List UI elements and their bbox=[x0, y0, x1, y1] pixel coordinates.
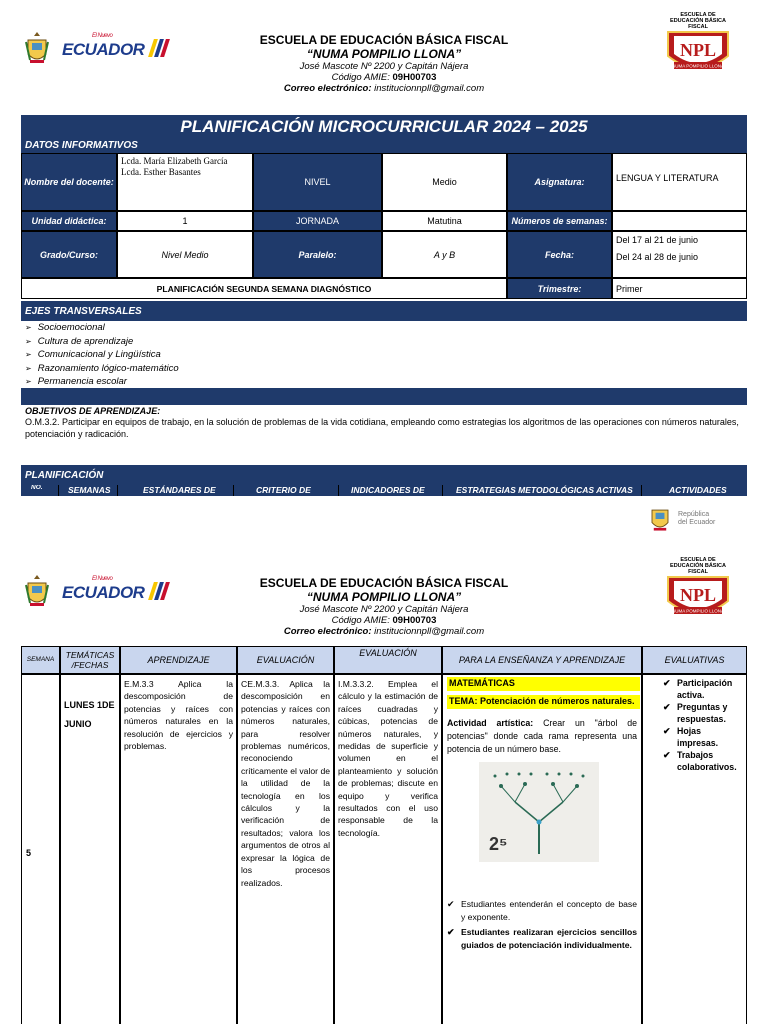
objetivos-text: O.M.3.2. Participar en equipos de trabajo, en la solución de problemas de la vida cotidiana, empleando como estrategias los algoritmos de las operaciones con números naturales, potenciación y radicación. bbox=[25, 417, 739, 439]
col-indicadores: INDICADORES DE bbox=[351, 485, 425, 495]
h-evaluativas: EVALUATIVAS bbox=[642, 646, 747, 674]
indicador-text: I.M.3.3.2. Emplea el cálculo y la estimación de raíces cuadradas y cúbicas, potencias de números naturales, y medidas de superficie y volumen en el planteamiento y solución de problemas; discute en equipo y verifica resultados con el uso responsable de la tecnología. bbox=[338, 679, 438, 838]
estandar-cell bbox=[120, 674, 237, 1024]
school-info bbox=[214, 33, 554, 94]
h-ensenanza: PARA LA ENSEÑANZA Y APRENDIZAJE bbox=[442, 646, 642, 674]
plan-segunda-semana: PLANIFICACIÓN SEGUNDA SEMANA DIAGNÓSTICO bbox=[21, 278, 507, 299]
school-email: Correo electrónico: institucionnpll@gmail.com bbox=[283, 83, 485, 94]
actividad-item: ✔ Participación activa. bbox=[663, 677, 742, 701]
svg-text:NPL: NPL bbox=[680, 585, 716, 605]
strategies-list bbox=[447, 898, 637, 952]
tema-label: TEMA: Potenciación de números naturales. bbox=[447, 695, 640, 709]
criterio-cell bbox=[237, 674, 334, 1024]
ejes-heading: EJES TRANSVERSALES bbox=[21, 301, 747, 321]
flag-stripes-icon bbox=[149, 582, 167, 605]
fecha-value: LUNES 1DE JUNIO bbox=[64, 700, 115, 729]
docente-label: Nombre del docente: bbox=[21, 153, 117, 211]
svg-text:2⁵: 2⁵ bbox=[489, 834, 508, 854]
header-2 bbox=[0, 545, 768, 645]
school-crest: ESCUELA DE EDUCACIÓN BÁSICA FISCAL NPL NUMA POMPILIO LLONA bbox=[664, 12, 732, 83]
fecha-range-2: Del 24 al 28 de junio bbox=[616, 252, 699, 262]
flag-stripes-icon bbox=[149, 39, 167, 62]
republica-coat-of-arms-icon bbox=[646, 503, 674, 535]
jornada-value: Matutina bbox=[382, 211, 507, 231]
fecha-cell bbox=[60, 674, 120, 1024]
ecuador-logo: El Nuevo ECUADOR bbox=[62, 33, 167, 62]
nivel-value: Medio bbox=[382, 153, 507, 211]
objetivos-title: OBJETIVOS DE APRENDIZAJE: bbox=[25, 406, 161, 416]
col-no: NO. bbox=[31, 485, 43, 491]
h-aprendizaje: APRENDIZAJE bbox=[120, 646, 237, 674]
grado-value: Nivel Medio bbox=[117, 231, 253, 278]
objetivos-block bbox=[25, 406, 741, 440]
plan-column-dividers bbox=[21, 485, 747, 496]
asignatura-value: LENGUA Y LITERATURA bbox=[612, 153, 747, 211]
h-tematicas: TEMÁTICAS /FECHAS bbox=[60, 646, 120, 674]
actividades-cell bbox=[642, 674, 747, 1024]
divider-bar bbox=[21, 388, 747, 405]
estrategias-cell bbox=[442, 674, 642, 1024]
unidad-label: Unidad didáctica: bbox=[21, 211, 117, 231]
school-type: ESCUELA DE EDUCACIÓN BÁSICA FISCAL bbox=[259, 33, 509, 47]
asignatura-label: Asignatura: bbox=[507, 153, 612, 211]
col-actividades: ACTIVIDADES bbox=[669, 485, 727, 495]
grado-label: Grado/Curso: bbox=[21, 231, 117, 278]
criterio-text: CE.M.3.3. Aplica la descomposición en potencias y raíces con números naturales, para resolver problemas numéricos, reconociendo críticamente el valor de la utilidad de la tecnología en los cálculos y la verificación de resultados; valora los argumentos de otros al expresar la lógica de los procesos realizados. bbox=[241, 679, 330, 888]
ecuador-coat-of-arms-icon bbox=[24, 573, 50, 609]
activities-table bbox=[21, 646, 751, 1024]
potencias-tree-image bbox=[479, 762, 599, 862]
svg-text:NUMA POMPILIO LLONA: NUMA POMPILIO LLONA bbox=[671, 63, 725, 69]
eje-item: ➢ Razonamiento lógico-matemático bbox=[25, 362, 725, 376]
docente-value: Lcda. María Elizabeth García Lcda. Esther Basantes bbox=[117, 153, 253, 211]
actividades-list bbox=[663, 677, 742, 773]
eje-item: ➢ Cultura de aprendizaje bbox=[25, 335, 725, 349]
actividad-text: Actividad artística: Crear un "árbol de potencias" donde cada rama representa una potencia de un número base. bbox=[447, 718, 637, 754]
semana-value: 5 bbox=[26, 848, 32, 858]
h-evaluacion: EVALUACIÓN bbox=[237, 646, 334, 674]
fecha-value bbox=[612, 231, 747, 278]
eje-item: ➢ Permanencia escolar bbox=[25, 375, 725, 389]
header-1 bbox=[0, 0, 768, 110]
semanas-label: Números de semanas: bbox=[507, 211, 612, 231]
semana-cell bbox=[21, 674, 60, 1024]
paralelo-label: Paralelo: bbox=[253, 231, 382, 278]
fecha-range-1: Del 17 al 21 de junio bbox=[616, 235, 699, 245]
school-crest: ESCUELA DE EDUCACIÓN BÁSICA FISCAL NPL NUMA POMPILIO LLONA bbox=[664, 557, 732, 628]
fecha-label: Fecha: bbox=[507, 231, 612, 278]
jornada-label: JORNADA bbox=[253, 211, 382, 231]
trimestre-value: Primer bbox=[612, 278, 747, 299]
col-estandares: ESTÁNDARES DE bbox=[143, 485, 216, 495]
planning-table bbox=[21, 115, 747, 498]
school-name: “NUMA POMPILIO LLONA” bbox=[306, 47, 462, 61]
strategy-item: ✔ Estudiantes entenderán el concepto de base y exponente. bbox=[447, 898, 637, 924]
actividad-item: ✔ Preguntas y respuestas. bbox=[663, 701, 742, 725]
col-criterio: CRITERIO DE bbox=[256, 485, 311, 495]
svg-text:NPL: NPL bbox=[680, 40, 716, 60]
eje-item: ➢ Socioemocional bbox=[25, 321, 725, 335]
estandar-text: E.M.3.3 Aplica la descomposición de potencias y raíces con números naturales en la resolución de ejercicios y problemas. bbox=[124, 679, 233, 752]
materia-label: MATEMÁTICAS bbox=[447, 677, 640, 691]
school-info: ESCUELA DE EDUCACIÓN BÁSICA FISCAL “NUMA POMPILIO LLONA” José Mascote Nº 2200 y Capitán Nájera Código AMIE: 09H00703 Correo electrónico: institucionnpll@gmail.com bbox=[259, 576, 509, 637]
semanas-value bbox=[612, 211, 747, 231]
h-evaluacion-2: EVALUACIÓN bbox=[334, 646, 442, 674]
trimestre-label: Trimestre: bbox=[507, 278, 612, 299]
eje-item: ➢ Comunicacional y Lingüística bbox=[25, 348, 725, 362]
actividad-item: ✔ Hojas impresas. bbox=[663, 725, 742, 749]
actividad-item: ✔ Trabajos colaborativos. bbox=[663, 749, 742, 773]
paralelo-value: A y B bbox=[382, 231, 507, 278]
republica-logo bbox=[646, 503, 736, 535]
svg-text:NUMA POMPILIO LLONA: NUMA POMPILIO LLONA bbox=[671, 608, 725, 614]
ecuador-coat-of-arms-icon bbox=[24, 30, 50, 66]
plan-title: PLANIFICACIÓN MICROCURRICULAR 2024 – 2025 bbox=[21, 115, 747, 138]
school-shield-icon bbox=[664, 575, 732, 623]
school-amie: Código AMIE: 09H00703 bbox=[331, 72, 437, 83]
h-semana: SEMANA bbox=[21, 646, 60, 674]
nivel-label: NIVEL bbox=[253, 153, 382, 211]
col-estrategias: ESTRATEGIAS METODOLÓGICAS ACTIVAS bbox=[456, 485, 633, 495]
school-address: José Mascote Nº 2200 y Capitán Nájera bbox=[299, 61, 469, 72]
unidad-value: 1 bbox=[117, 211, 253, 231]
ecuador-logo: El Nuevo ECUADOR bbox=[62, 576, 167, 605]
republica-text: República del Ecuador bbox=[678, 511, 716, 526]
strategy-item: ✔ Estudiantes realizaran ejercicios sencillos guiados de potenciación individualmente. bbox=[447, 926, 637, 952]
datos-heading: DATOS INFORMATIVOS bbox=[21, 138, 747, 153]
col-semanas: SEMANAS bbox=[68, 485, 111, 495]
ejes-list bbox=[25, 321, 725, 389]
school-shield-icon bbox=[664, 30, 732, 78]
indicador-cell bbox=[334, 674, 442, 1024]
planificacion-heading: PLANIFICACIÓN bbox=[21, 465, 747, 485]
